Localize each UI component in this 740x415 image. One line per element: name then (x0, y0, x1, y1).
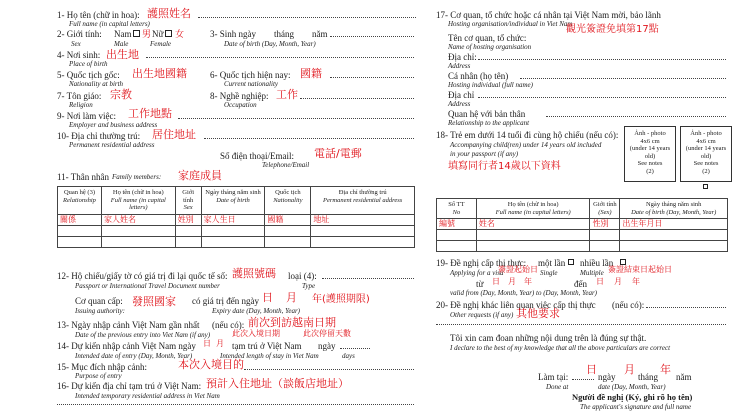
declaration-vi: Tôi xin cam đoan những nội dung trên là đúng sự thật. (450, 333, 647, 343)
column-header (476, 199, 590, 219)
stay-days-en: days (342, 352, 355, 360)
dob-label: 3- Sinh ngày (210, 29, 256, 39)
stay-days-line (340, 348, 370, 349)
table-cell[interactable]: 姓名 (476, 219, 590, 230)
done-at-line (572, 379, 594, 380)
temp-address-en: Intended temporary residential address in Viet Nam (75, 392, 220, 400)
signer-label: Người đề nghị (Ký, ghi rõ họ tên) (572, 392, 693, 402)
permanent-address-en: Permanent residential address (69, 141, 155, 149)
photo-size: 4x6 cm (696, 137, 716, 145)
column-header (175, 187, 201, 215)
purpose-value[interactable]: 本次入境目的 (178, 358, 244, 371)
column-header-vi: Họ tên (chữ in hoa) (507, 201, 559, 208)
host-en: Hosting organisation/individual in Viet Nam (448, 20, 573, 28)
column-header (590, 199, 620, 219)
valid-from-label: từ (476, 279, 484, 289)
passport-value[interactable]: 護照號碼 (232, 267, 276, 280)
birth-nationality-label: 5- Quốc tịch gốc: (57, 70, 120, 80)
sign-year[interactable]: 年 (660, 363, 671, 376)
family-value[interactable]: 家庭成員 (178, 169, 222, 182)
column-header-vi: Quốc tịch (275, 189, 301, 196)
table-cell[interactable] (58, 236, 102, 247)
host-address-line (478, 59, 726, 60)
column-header (201, 187, 265, 215)
photo-age2: old) (644, 152, 656, 160)
children-en2: in your passport (if any) (450, 150, 519, 158)
issuer-en: Issuing authority: (75, 307, 125, 315)
column-header (265, 187, 311, 215)
column-header-vi: Giới tính (593, 201, 617, 208)
passport-type-en: Type (302, 282, 316, 290)
relationship-label: Quan hệ với bản thân (448, 109, 526, 119)
table-cell[interactable] (175, 236, 201, 247)
sex-label: 2- Giới tính: (57, 29, 102, 39)
photo-notes: See notes (637, 160, 663, 167)
birthplace-value[interactable]: 出生地 (106, 48, 139, 61)
sex-male-label: Nam (114, 29, 132, 39)
photo-notes: See notes (693, 160, 719, 167)
other-request-en: Other requests (if any) (450, 311, 514, 319)
host-individual-label: Cá nhân (họ tên) (448, 71, 509, 81)
employer-value[interactable]: 工作地點 (128, 107, 172, 120)
photo-age2: old) (700, 152, 712, 160)
passport-type-line (322, 278, 414, 279)
religion-en: Religion (69, 101, 93, 109)
family-table-header (58, 187, 415, 215)
children-table-body (437, 219, 728, 252)
permanent-address-line (204, 138, 414, 139)
temp-address-label: 16- Dự kiến địa chỉ tạm trú ở Việt Nam: (57, 381, 202, 391)
table-cell[interactable] (201, 236, 265, 247)
child-photo-2[interactable] (680, 126, 732, 182)
table-cell[interactable] (101, 225, 175, 236)
table-cell[interactable]: 關係 (58, 214, 102, 225)
table-cell[interactable] (476, 241, 590, 252)
employer-line (178, 118, 414, 119)
dob-en: Date of birth (Day, Month, Year) (224, 40, 316, 48)
children-en1: Accompanying child(ren) under 14 years old included (450, 141, 602, 149)
prev-entry-label: 13- Ngày nhập cảnh Việt Nam gần nhất (57, 320, 200, 330)
photo-notes-num: (2) (646, 167, 654, 175)
table-cell[interactable]: 性別 (590, 219, 620, 230)
stay-label: tạm trú ở Việt Nam (232, 341, 302, 351)
dob-year-label: năm (312, 29, 328, 39)
stay-days-label: ngày (318, 341, 336, 351)
column-header-en: Date of birth (216, 196, 250, 204)
table-cell[interactable] (590, 230, 620, 241)
valid-from-year[interactable]: 年 (524, 277, 532, 286)
phone-email-value[interactable]: 電話/電郵 (314, 147, 362, 160)
sign-day[interactable]: 日 (586, 363, 597, 376)
full-name-value[interactable]: 護照姓名 (147, 7, 191, 20)
table-cell[interactable] (590, 241, 620, 252)
children-label: 18- Trẻ em dưới 14 tuổi đi cùng hộ chiếu (nếu có): (436, 130, 619, 140)
table-row (437, 241, 728, 252)
male-checkbox[interactable] (133, 30, 140, 37)
valid-to-label: đến (574, 279, 587, 289)
employer-en: Employer and business address (69, 121, 158, 129)
photo-size: 4x6 cm (640, 137, 660, 145)
multiple-entry-label: nhiều lần (580, 258, 614, 268)
prev-entry-value[interactable]: 前次到訪越南日期 (248, 316, 336, 329)
visa-request-en: Applying for a visa (450, 269, 504, 277)
children-table (436, 198, 728, 252)
male-fill: 男 (142, 30, 152, 40)
column-header-vi: Ngày tháng năm sinh (645, 201, 702, 208)
photo-age: (under 14 years (629, 145, 671, 152)
family-label: 11- Thân nhân (57, 172, 109, 182)
table-row (58, 214, 415, 225)
valid-from-month[interactable]: 月 (508, 277, 516, 286)
intended-entry-label: 14- Dự kiến nhập cảnh Việt Nam ngày (57, 341, 196, 351)
valid-to-day[interactable]: 日 (596, 277, 604, 286)
table-cell[interactable] (437, 241, 477, 252)
employer-label: 9- Nơi làm việc: (57, 111, 116, 121)
column-header-vi: Giới tính (182, 189, 195, 204)
column-header (58, 187, 102, 215)
done-at-en: Done at (546, 383, 569, 391)
valid-en: valid from (Day, Month, Year) to (Day, Month, Year) (450, 289, 597, 297)
full-name-line (198, 17, 416, 18)
child-photo-1[interactable] (624, 126, 676, 182)
column-header-en: Date of birth (Day, Month, Year) (631, 208, 717, 216)
intended-entry-month[interactable]: 月 (216, 339, 224, 348)
children-table-header (437, 199, 728, 219)
valid-from-day[interactable]: 日 (492, 277, 500, 286)
issuer-label: Cơ quan cấp: (75, 296, 123, 306)
column-header-en: No (452, 208, 461, 216)
column-header (620, 199, 728, 219)
purpose-line (244, 369, 414, 370)
male-en: Male (114, 40, 129, 48)
table-cell[interactable] (101, 236, 175, 247)
full-name-label: 1- Họ tên (chữ in hoa): (57, 10, 140, 20)
occupation-en: Occupation (224, 101, 257, 109)
other-request-note: (nếu có): (612, 300, 645, 310)
column-header-en: Full name (in capital letters) (110, 196, 166, 211)
column-header-vi: Họ tên (chữ in hoa) (112, 189, 164, 196)
photo-caption: Ảnh - photo (634, 130, 666, 137)
single-entry-checkbox[interactable] (568, 259, 574, 265)
occupation-value[interactable]: 工作 (276, 88, 298, 101)
occupation-label: 8- Nghề nghiệp: (210, 91, 269, 101)
table-cell[interactable]: 出生年月日 (620, 219, 728, 230)
relationship-en: Relationship to the applicant (448, 119, 530, 127)
table-cell[interactable] (175, 225, 201, 236)
expiry-en: Expiry date (Day, Month, Year) (212, 307, 301, 315)
host-individual-en: Hosting individual (full name) (448, 81, 533, 89)
column-header-en: Full name (in capital letters) (495, 208, 571, 216)
photo-age: (under 14 years (685, 145, 727, 152)
valid-to-month[interactable]: 月 (614, 277, 622, 286)
intended-entry-en: Intended date of entry (Day, Month, Year) (75, 352, 193, 360)
sign-year-label: năm (676, 372, 692, 382)
purpose-en: Purpose of entry (75, 372, 122, 380)
permanent-address-value[interactable]: 居住地址 (152, 128, 196, 141)
table-cell[interactable] (476, 230, 590, 241)
stay-length-hint: 此次停留天數 (303, 329, 351, 338)
phone-email-en: Telephone/Email (262, 161, 310, 169)
host-individual-line (520, 78, 726, 79)
column-header-vi: Quan hệ (3) (63, 189, 95, 196)
phone-email-label: Số điện thoại/Email: (220, 151, 294, 161)
single-en: Single (540, 269, 558, 277)
table-row (58, 236, 415, 247)
table-row (58, 225, 415, 236)
visa-start-note: 簽證起始日 (498, 265, 538, 274)
birthplace-en: Place of birth (69, 60, 108, 68)
other-request-label: 20- Đề nghị khác liên quan việc cấp thị thực (436, 300, 596, 310)
passport-type-label: loại (4): (288, 271, 317, 281)
sex-female-label: Nữ (152, 29, 164, 39)
sign-date-en: date (Day, Month, Year) (598, 383, 666, 391)
table-cell[interactable]: 編號 (437, 219, 477, 230)
table-cell[interactable]: 家人姓名 (101, 214, 175, 225)
religion-label: 7- Tôn giáo: (57, 91, 102, 101)
column-header-vi: Ngày tháng năm sinh (205, 189, 261, 196)
purpose-label: 15- Mục đích nhập cảnh: (57, 362, 147, 372)
birth-nationality-value[interactable]: 出生地國籍 (132, 67, 187, 80)
issuer-value[interactable]: 發照國家 (132, 295, 176, 308)
single-entry-label: một lần (538, 258, 566, 268)
other-request-value[interactable]: 其他要求 (516, 307, 560, 320)
prev-entry-note: (nếu có): (212, 320, 245, 330)
table-row (437, 230, 728, 241)
table-cell[interactable]: 姓別 (175, 214, 201, 225)
column-header-en: Permanent residential address (322, 196, 403, 204)
signer-en: The applicant's signature and full name (580, 403, 692, 411)
host-org-en: Name of hosting organisation (448, 43, 532, 51)
passport-en: Passport or International Travel Document number (75, 282, 220, 290)
photo-notes-num: (2) (702, 167, 710, 175)
table-cell[interactable]: 家人生日 (201, 214, 265, 225)
intended-entry-day[interactable]: 日 (203, 339, 211, 348)
host-note: 觀光簽證免填第17點 (566, 24, 659, 35)
nationality-line (330, 77, 414, 78)
children-note: 填寫同行者14歲以下資料 (448, 161, 561, 172)
column-header-en: Relationship (63, 196, 96, 204)
passport-label: 12- Hộ chiếu/giấy tờ có giá trị đi lại quốc tế số: (57, 271, 228, 281)
host-address-label: Địa chỉ: (448, 52, 477, 62)
column-header (437, 199, 477, 219)
permanent-address-label: 10- Địa chỉ thường trú: (57, 131, 141, 141)
table-cell[interactable]: 國籍 (265, 214, 311, 225)
relationship-line (546, 116, 726, 117)
table-cell[interactable] (201, 225, 265, 236)
religion-value[interactable]: 宗教 (110, 88, 132, 101)
valid-to-year[interactable]: 年 (632, 277, 640, 286)
temp-address-line (57, 404, 414, 405)
host-address2-label: Địa chỉ (448, 90, 475, 100)
table-cell[interactable] (620, 230, 728, 241)
column-header-vi: Số TT (448, 201, 465, 208)
column-header-vi: Địa chỉ thường trú (338, 189, 387, 196)
sign-month[interactable]: 月 (624, 363, 635, 376)
occupation-line (300, 98, 414, 99)
birth-nationality-en: Nationality at birth (69, 80, 124, 88)
prev-entry-en: Date of the previous entry into Viet Nam (if any) (75, 331, 211, 339)
table-row (437, 219, 728, 230)
column-header (311, 187, 415, 215)
expiry-day: 日 (262, 291, 273, 304)
expiry-month: 月 (286, 291, 297, 304)
sex-en: Sex (71, 40, 81, 48)
family-table-body (58, 214, 415, 247)
female-checkbox[interactable] (165, 30, 172, 37)
column-header-en: (Sex) (598, 208, 612, 216)
current-nationality-en: Current nationality (224, 80, 278, 88)
table-cell[interactable]: 地址 (311, 214, 415, 225)
birthplace-label: 4- Nơi sinh: (57, 50, 101, 60)
table-cell[interactable] (437, 230, 477, 241)
host-label: 17- Cơ quan, tổ chức hoặc cá nhân tại Việt Nam mời, bảo lãnh (436, 10, 661, 20)
dob-month-label: tháng (274, 29, 294, 39)
declaration-en: I declare to the best of my knowledge that all the above particulars are correct (450, 344, 671, 352)
host-address2-en: Address (448, 100, 471, 108)
birthplace-line (146, 57, 414, 58)
family-en: Family members: (112, 173, 162, 181)
entry-date-hint: 此次入境日期 (232, 329, 280, 338)
column-header (101, 187, 175, 215)
photo-caption: Ảnh - photo (690, 130, 722, 137)
photo-marker-icon (703, 184, 708, 189)
other-request-line (646, 307, 726, 308)
table-cell[interactable] (620, 241, 728, 252)
column-header-en: Sex (183, 204, 193, 211)
female-en: Female (150, 40, 171, 48)
host-address2-line (478, 97, 726, 98)
multiple-en: Multiple (580, 269, 604, 277)
female-fill: 女 (175, 30, 185, 40)
visa-end-note: 簽證結束日起始日 (608, 265, 672, 274)
expiry-value[interactable]: 年(護照期限) (312, 294, 370, 305)
table-cell[interactable] (265, 236, 311, 247)
table-cell[interactable] (311, 225, 415, 236)
full-name-en: Full name (in capital letters) (69, 20, 150, 28)
host-org-label: Tên cơ quan, tổ chức: (448, 33, 527, 43)
visa-request-label: 19- Đề nghị cấp thị thực: (436, 258, 527, 268)
table-cell[interactable] (265, 225, 311, 236)
dob-line (330, 36, 414, 37)
stay-en: Intended length of stay in Viet Nam (220, 352, 319, 360)
column-header-en: Nationality (273, 196, 303, 204)
current-nationality-value[interactable]: 國籍 (300, 67, 322, 80)
expiry-label: có giá trị đến ngày (192, 296, 259, 306)
family-table (57, 186, 415, 248)
sign-month-label: tháng (638, 372, 658, 382)
temp-address-value[interactable]: 預計入住地址（談飯店地址） (206, 377, 349, 390)
table-cell[interactable] (58, 225, 102, 236)
done-at-label: Làm tại: (538, 372, 569, 382)
other-request-line2 (436, 324, 726, 325)
sign-day-label: ngày (598, 372, 616, 382)
host-address-en: Address (448, 62, 471, 70)
table-cell[interactable] (311, 236, 415, 247)
current-nationality-label: 6- Quốc tịch hiện nay: (210, 70, 291, 80)
